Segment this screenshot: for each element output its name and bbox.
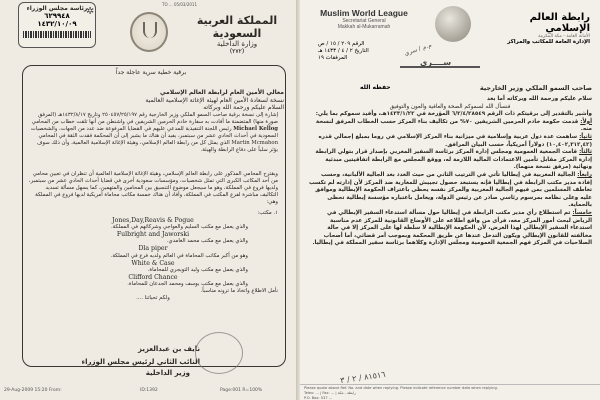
point-4-text: الجالية المغربية في إيطاليا تأتي في الترتيب الثاني من حيث العدد بعد الجالية الألبانية، وحسب إفادة مدير مكتب الرابطة في إيطاليا فإنه يستبعد حصول تجييش للمغاربة ضد المركز لأن إدارته لم تكسب تعاطف المسلمين بمن فيهم الجالية المغربية والمركز نفسه يحظى باعتراف الحكومة الإيطالية وموافق عليه وعلى نظامه بمرسوم رئاسي صادر عن رئيس الدولة، ويعامل باعتباره مؤسسة إيطالية تحظى بالحماية. [309, 171, 592, 209]
reference-block [318, 41, 408, 62]
firm-1-note: والذي يعمل مع مكتب السليم والعواجي وشركائهم في المملكة. [111, 224, 248, 231]
right-document-page [300, 0, 600, 400]
ref-date-label: التاريخ [354, 48, 369, 54]
letter-body [308, 96, 592, 248]
addressee-2: نسخة لسعادة الأمين العام لهيئة الإغاثة الإسلامية العالمية [145, 96, 284, 104]
point-2-text: ساهمت عدة دول عربية وإسلامية في ميزانية بناء المركز الإسلامي في روما بمبلغ إجمالي قدره (١٠,٤٠٢,٣١٢,٤٢) دولاراً أمريكياً، حسب البيان المرافق. [318, 133, 592, 148]
firm-3-note: وهو من أكبر مكاتب المحاماة في العالم ولديه فرع في المملكة. [110, 252, 248, 259]
org-sub-ar: الأمانة العامة - مكة المكرمة [538, 34, 590, 39]
honorific: حفظه الله [360, 84, 391, 91]
signatory-name: نايف بن عبدالعزيز [137, 345, 200, 353]
point-1-label: أولاً: [580, 118, 592, 125]
fax-footer-mid: ID:1392 [140, 388, 158, 393]
closing-request: نأمل الاطلاع واتخاذ ما ترونه مناسباً. [200, 288, 278, 295]
firm-2-note: والذي يعمل مع مكتب محمد الغامدي. [166, 238, 248, 245]
point-4 [308, 172, 592, 210]
stamp-number: ٦٢٩٩٤٨ [44, 12, 70, 20]
ref-date-row [318, 48, 408, 55]
law-firm-list [28, 210, 278, 302]
handwritten-note: م.م / سري [403, 41, 433, 58]
lawyer-name-2: Martin Mcmahon [231, 140, 278, 147]
point-3 [308, 149, 592, 172]
lawyer-name-1: Michael Kellog [233, 126, 278, 133]
firm-4-note: والذي يعمل مع مكتب وليد التويجري للمحاماة. [147, 266, 248, 273]
point-2 [308, 134, 592, 149]
ref-number-row [318, 41, 408, 48]
point-5-text: تم استطلاع رأي مدير مكتب الرابطة في إيطاليا حول مسألة استدعاء السفير الإيطالي في الرياض لبحث أمور المركز معه، فرأى من واقع اطلاعه على الأوضاع القانونية للمركز عدم مناسبة استدعاء السفير الإيطالي لهذا الغرض، لأن الحكومة الإيطالية لا سلطة لها على المركز إلا في حالة مخالفته للقانون الإيطالي ويكون التدخل عندها عن طريق المحكمة وبموجب أمر قضائي، أما أصحاب الصلاحيات في المركز فهم الجمعية العمومية ومجلس الإدارة وكلاهما برئاسة سفير المملكة في إيطاليا. [312, 209, 592, 247]
letter-subject: برقية خطية سرية عاجلة جداً [115, 69, 187, 76]
point-3-text: قامت الجمعية العمومية ومجلس إدارة المركز برئاسة السفير المغربي بإصدار قرار بتولي الرابطة إدارة المركز مقابل تأمين الاعتمادات المالية اللازمة له، ووقع المجلس مع الرابطة اتفاقيتين مبدئية ونهائية (مرفق نسخة منهما). [315, 149, 592, 171]
letter-addressees [26, 89, 284, 112]
letter-body-paragraph-2: ويقترح المحامي المذكور على رابطة العالم الإسلامي، وهيئة الإغاثة الإسلامية العالمية أن تنظران في تعيين محامي من أحد المكاتب الكبرى التي تمثل شخصيات، ومؤسسات سعودية أخرى في قضايا أحداث الحادي عشر من سبتمبر، ولديها فروع في المملكة، وهو ما سيجعل موضوع التنسيق بين المحامين والمتهمين، كما يسهل مسألة تسديد التكاليف مباشرة لفرع المكتب في المملكة، وأفاد أن هناك خمسة مكاتب محاماة أمريكية لديها فروع في المملكة وهي: [28, 171, 278, 206]
registration-stamp-box [18, 2, 96, 48]
point-5 [308, 210, 592, 248]
org-name-en: Muslim World League [320, 8, 408, 18]
footer-line-2: Telex: ... | Fax: ... | رابطة - مكة [304, 391, 356, 395]
firm-1-name: Jones,Day,Reavis & Pogue [112, 217, 194, 225]
firm-3-name: Dla piper [138, 245, 168, 253]
point-2-label: ثانياً: [579, 133, 592, 140]
letter-footer [300, 384, 600, 400]
fax-footer-left: 29-Aug-2009 15:20 From: [4, 388, 62, 393]
dept-ar: الإدارة العامة للمكاتب والمراكز [507, 39, 590, 45]
intro: وأشير بالتقدير إلى برقيتكم ذات الرقم ٦/٢/٤/٢٨٥٤٩ المؤرخة في ١٤٣٣/١/٢٢هـ، وأفيد سموكم بما يلي: [315, 111, 592, 118]
letterhead-english [314, 8, 414, 30]
addressee-1: معالي الأمين العام لرابطة العالم الإسلامي [159, 89, 284, 96]
point-1-text: قدمت حكومة خادم الحرمين الشريفين ٧٠% من تكاليف بناء المركز حسب الخطاب المرفق لنسخة منه. [315, 118, 592, 133]
mwl-globe-logo-icon [435, 6, 471, 42]
prayer: فنسأل الله لسموكم الصحة والعافية والعون والتوفيق [389, 103, 511, 110]
footer-line-3: P.O. Box: 537 ... [304, 396, 333, 400]
official-round-stamp-icon [195, 332, 243, 374]
firm-5-note: والذي يعمل مع مكتب يوسف ومحمد الجدعان للمحاماة. [127, 280, 248, 287]
handwritten-reference: ٨١٥١٦ / ٢ / ٣ [339, 369, 387, 386]
ref-number-label: الرقم [351, 41, 365, 47]
greeting: سلام عليكم ورحمة الله وبركاته أما بعد [487, 96, 592, 102]
firm-5-name: Clifford Chance [128, 273, 178, 281]
addressee: صاحب السمو الملكي وزير الخارجية [479, 84, 592, 92]
ref-attach-row [318, 55, 408, 62]
kingdom-name: المملكة العربية السعودية [196, 14, 278, 40]
signatory-title-2: وزير الداخلية [145, 369, 190, 377]
saudi-emblem-icon [130, 12, 168, 52]
letterhead-kingdom [196, 14, 278, 55]
signatory-title-1: النائب الثاني لرئيس مجلس الوزراء [81, 358, 200, 366]
ministry-code: (٢٧٢) [229, 48, 245, 55]
letter-body-paragraph-1 [28, 112, 278, 155]
org-sub-en-2: Makkah al-Mukarramah [337, 24, 391, 30]
para-1b-text: رئيس اللجنة التنفيذية للمدعي عليهم في القضايا المرفوعة ضد عدد من الجهات، والشخصيات السعودية في أحداث الحادي عشر من سبتمبر، يفيد أن هناك ما يشير إلى أن المحكمة فقدت الثقة في المحامي [30, 126, 278, 140]
ref-attach: ١٩ [318, 55, 324, 61]
point-4-label: رابعاً: [577, 171, 592, 178]
fax-footer-right: Page:001 R=100% [220, 388, 263, 393]
footer-line-1: Please quote above Ref. No. and date when replying. Please indicate reference number date when replying. [304, 386, 498, 390]
regards: ولكم تحياتنا .... [136, 295, 170, 302]
letterhead-arabic [482, 12, 590, 45]
stamp-date: ١٤٣٢/١٠/٠٩ [37, 20, 77, 28]
ref-number: ٢٠٩ / ١٥ / ص [318, 41, 351, 47]
classification-label: ســــري [420, 58, 452, 67]
para-1-text: إشارة إلى نسخة برقية صاحب السمو الملكي وزير الخارجية رقم ٢٥٠٤٥٧/٢٥/١٩٧ وتاريخ ١٤٣٢/٨/١٧هـ (المرفق صورة منها) المتضمنة ما أفادت به سفارة خادم الحرمين الشريفين في واشنطن من أنها تلقت خطاب من المحامي [31, 112, 278, 126]
para-1c-text: الذي يمثل كل من رابطة العالم الإسلامي، وهيئة الإغاثة الإسلامية العالمية، وأن ذلك سوف يؤثر سلباً على دفاع الرابطة والهيئة. [37, 140, 278, 154]
org-name-ar: رابطة العالم الإسلامي [529, 12, 590, 34]
barcode [23, 31, 91, 38]
stamp-org: رئاسة مجلس الوزراء [26, 5, 88, 12]
point-1 [308, 119, 592, 134]
saudi-emblem-small-icon: ✲ [86, 6, 95, 17]
greeting: السلام عليكم ورحمة الله وبركاته [203, 104, 284, 111]
firm-2-name: Fulbright and Jaworski [116, 231, 190, 239]
ref-attach-label: المرفقات [325, 55, 348, 61]
ministry-name: وزارة الداخلية [216, 40, 258, 48]
point-3-label: ثالثاً: [579, 149, 592, 156]
org-sub-en-1: Secretariat General [342, 18, 386, 24]
ref-date: ٢ / ٤ / ١٤٣٣ هـ [318, 48, 353, 54]
fax-header: TO ... 05/03/2011 [162, 2, 198, 7]
firm-1-index: ١. مكتب: [257, 210, 278, 216]
point-5-label: خامساً: [572, 209, 592, 216]
firm-4-name: White & Case [131, 259, 175, 267]
